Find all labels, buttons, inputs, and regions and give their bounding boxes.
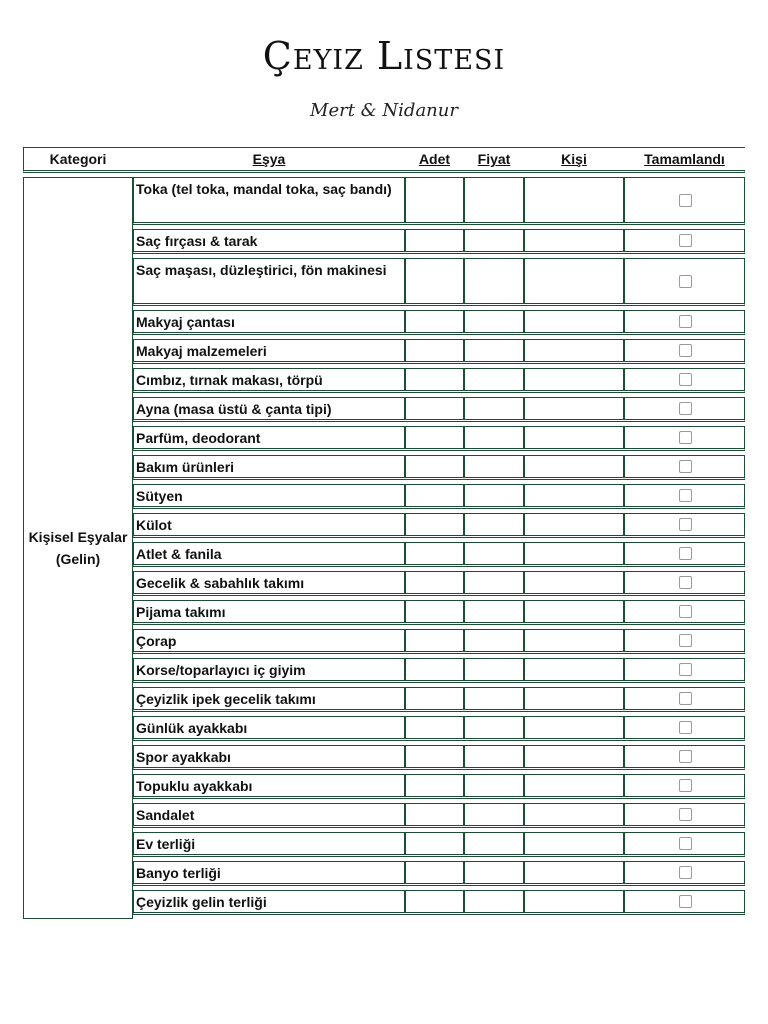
table-row xyxy=(133,368,745,393)
table-row xyxy=(133,629,745,654)
quantity-cell[interactable] xyxy=(406,369,465,390)
item-name: Spor ayakkabı xyxy=(134,746,406,767)
person-cell[interactable] xyxy=(525,804,625,825)
person-cell[interactable] xyxy=(525,311,625,332)
table-row xyxy=(133,542,745,567)
person-cell[interactable] xyxy=(525,891,625,912)
quantity-cell[interactable] xyxy=(406,717,465,738)
price-cell[interactable] xyxy=(465,630,525,651)
header-item: Eşya xyxy=(134,148,406,170)
done-cell xyxy=(625,398,746,419)
done-checkbox[interactable] xyxy=(679,808,692,821)
price-cell[interactable] xyxy=(465,891,525,912)
done-checkbox[interactable] xyxy=(679,837,692,850)
item-name: Cımbız, tırnak makası, törpü xyxy=(134,369,406,390)
person-cell[interactable] xyxy=(525,340,625,361)
table-row xyxy=(133,571,745,596)
price-cell[interactable] xyxy=(465,833,525,854)
quantity-cell[interactable] xyxy=(406,456,465,477)
person-cell[interactable] xyxy=(525,456,625,477)
header-category: Kategori xyxy=(24,148,134,170)
done-checkbox[interactable] xyxy=(679,234,692,247)
quantity-cell[interactable] xyxy=(406,398,465,419)
done-cell xyxy=(625,178,746,222)
quantity-cell[interactable] xyxy=(406,259,465,303)
done-checkbox[interactable] xyxy=(679,431,692,444)
done-checkbox[interactable] xyxy=(679,275,692,288)
price-cell[interactable] xyxy=(465,427,525,448)
done-checkbox[interactable] xyxy=(679,402,692,415)
done-checkbox[interactable] xyxy=(679,460,692,473)
quantity-cell[interactable] xyxy=(406,485,465,506)
price-cell[interactable] xyxy=(465,804,525,825)
quantity-cell[interactable] xyxy=(406,514,465,535)
person-cell[interactable] xyxy=(525,543,625,564)
done-cell xyxy=(625,456,746,477)
item-name: Külot xyxy=(134,514,406,535)
quantity-cell[interactable] xyxy=(406,833,465,854)
item-name: Atlet & fanila xyxy=(134,543,406,564)
item-name: Çorap xyxy=(134,630,406,651)
done-checkbox[interactable] xyxy=(679,194,692,207)
done-checkbox[interactable] xyxy=(679,663,692,676)
price-cell[interactable] xyxy=(465,601,525,622)
price-cell[interactable] xyxy=(465,862,525,883)
item-name: Günlük ayakkabı xyxy=(134,717,406,738)
person-cell[interactable] xyxy=(525,514,625,535)
price-cell[interactable] xyxy=(465,340,525,361)
quantity-cell[interactable] xyxy=(406,601,465,622)
quantity-cell[interactable] xyxy=(406,340,465,361)
item-name: Gecelik & sabahlık takımı xyxy=(134,572,406,593)
item-name: Korse/toparlayıcı iç giyim xyxy=(134,659,406,680)
price-cell[interactable] xyxy=(465,485,525,506)
table-row xyxy=(133,890,745,915)
done-checkbox[interactable] xyxy=(679,489,692,502)
quantity-cell[interactable] xyxy=(406,427,465,448)
done-cell xyxy=(625,804,746,825)
item-name: Çeyizlik gelin terliği xyxy=(134,891,406,912)
person-cell[interactable] xyxy=(525,485,625,506)
quantity-cell[interactable] xyxy=(406,804,465,825)
done-cell xyxy=(625,485,746,506)
table-row xyxy=(133,513,745,538)
header-price: Fiyat xyxy=(465,148,525,170)
item-name: Banyo terliği xyxy=(134,862,406,883)
item-name: Bakım ürünleri xyxy=(134,456,406,477)
quantity-cell[interactable] xyxy=(406,630,465,651)
done-checkbox[interactable] xyxy=(679,518,692,531)
done-cell xyxy=(625,259,746,303)
done-cell xyxy=(625,833,746,854)
done-checkbox[interactable] xyxy=(679,547,692,560)
quantity-cell[interactable] xyxy=(406,311,465,332)
done-checkbox[interactable] xyxy=(679,895,692,908)
done-cell xyxy=(625,427,746,448)
done-cell xyxy=(625,746,746,767)
person-cell[interactable] xyxy=(525,862,625,883)
item-name: Ayna (masa üstü & çanta tipi) xyxy=(134,398,406,419)
price-cell[interactable] xyxy=(465,178,525,222)
person-cell[interactable] xyxy=(525,572,625,593)
item-name: Saç maşası, düzleştirici, fön makinesi xyxy=(134,259,406,303)
table-row xyxy=(133,745,745,770)
quantity-cell[interactable] xyxy=(406,659,465,680)
quantity-cell[interactable] xyxy=(406,572,465,593)
table-row xyxy=(133,600,745,625)
price-cell[interactable] xyxy=(465,311,525,332)
done-cell xyxy=(625,601,746,622)
item-name: Toka (tel toka, mandal toka, saç bandı) xyxy=(134,178,406,222)
item-name: Ev terliği xyxy=(134,833,406,854)
header-quantity: Adet xyxy=(406,148,465,170)
person-cell[interactable] xyxy=(525,746,625,767)
done-checkbox[interactable] xyxy=(679,634,692,647)
person-cell[interactable] xyxy=(525,427,625,448)
item-name: Çeyizlik ipek gecelik takımı xyxy=(134,688,406,709)
table-row xyxy=(133,832,745,857)
done-cell xyxy=(625,311,746,332)
table-row xyxy=(133,861,745,886)
price-cell[interactable] xyxy=(465,688,525,709)
quantity-cell[interactable] xyxy=(406,746,465,767)
person-cell[interactable] xyxy=(525,630,625,651)
done-cell xyxy=(625,891,746,912)
header-done: Tamamlandı xyxy=(625,148,746,170)
quantity-cell[interactable] xyxy=(406,230,465,251)
table-header-row xyxy=(23,147,745,173)
done-checkbox[interactable] xyxy=(679,750,692,763)
price-cell[interactable] xyxy=(465,543,525,564)
done-checkbox[interactable] xyxy=(679,344,692,357)
person-cell[interactable] xyxy=(525,178,625,222)
done-checkbox[interactable] xyxy=(679,315,692,328)
quantity-cell[interactable] xyxy=(406,862,465,883)
done-checkbox[interactable] xyxy=(679,721,692,734)
price-cell[interactable] xyxy=(465,572,525,593)
item-name: Topuklu ayakkabı xyxy=(134,775,406,796)
done-cell xyxy=(625,369,746,390)
person-cell[interactable] xyxy=(525,601,625,622)
item-name: Pijama takımı xyxy=(134,601,406,622)
item-name: Parfüm, deodorant xyxy=(134,427,406,448)
item-name: Makyaj çantası xyxy=(134,311,406,332)
table-row xyxy=(133,426,745,451)
table-row xyxy=(133,177,745,225)
quantity-cell[interactable] xyxy=(406,891,465,912)
table-row xyxy=(133,339,745,364)
person-cell[interactable] xyxy=(525,688,625,709)
quantity-cell[interactable] xyxy=(406,178,465,222)
price-cell[interactable] xyxy=(465,369,525,390)
quantity-cell[interactable] xyxy=(406,543,465,564)
quantity-cell[interactable] xyxy=(406,688,465,709)
done-checkbox[interactable] xyxy=(679,373,692,386)
page-subtitle: Mert & Nidanur xyxy=(310,100,458,121)
person-cell[interactable] xyxy=(525,259,625,303)
category-cell: Kişisel Eşyalar (Gelin) xyxy=(23,177,133,919)
done-cell xyxy=(625,630,746,651)
header-person: Kişi xyxy=(525,148,625,170)
done-checkbox[interactable] xyxy=(679,692,692,705)
done-cell xyxy=(625,775,746,796)
checklist-table xyxy=(23,147,745,919)
table-row xyxy=(133,687,745,712)
done-cell xyxy=(625,340,746,361)
price-cell[interactable] xyxy=(465,717,525,738)
table-row xyxy=(133,397,745,422)
done-checkbox[interactable] xyxy=(679,576,692,589)
table-row xyxy=(133,658,745,683)
table-rows xyxy=(133,177,745,919)
item-name: Saç fırçası & tarak xyxy=(134,230,406,251)
done-cell xyxy=(625,230,746,251)
table-row xyxy=(133,310,745,335)
done-checkbox[interactable] xyxy=(679,779,692,792)
person-cell[interactable] xyxy=(525,775,625,796)
done-cell xyxy=(625,717,746,738)
price-cell[interactable] xyxy=(465,514,525,535)
table-row xyxy=(133,716,745,741)
done-cell xyxy=(625,572,746,593)
done-cell xyxy=(625,514,746,535)
price-cell[interactable] xyxy=(465,746,525,767)
page-title: Çeyiz Listesi xyxy=(262,34,506,78)
price-cell[interactable] xyxy=(465,259,525,303)
table-body xyxy=(23,177,745,919)
done-cell xyxy=(625,688,746,709)
done-cell xyxy=(625,543,746,564)
table-row xyxy=(133,455,745,480)
quantity-cell[interactable] xyxy=(406,775,465,796)
item-name: Makyaj malzemeleri xyxy=(134,340,406,361)
price-cell[interactable] xyxy=(465,398,525,419)
item-name: Sütyen xyxy=(134,485,406,506)
table-row xyxy=(133,803,745,828)
table-row xyxy=(133,229,745,254)
table-row xyxy=(133,258,745,306)
price-cell[interactable] xyxy=(465,230,525,251)
price-cell[interactable] xyxy=(465,456,525,477)
table-row xyxy=(133,774,745,799)
item-name: Sandalet xyxy=(134,804,406,825)
person-cell[interactable] xyxy=(525,369,625,390)
person-cell[interactable] xyxy=(525,398,625,419)
done-checkbox[interactable] xyxy=(679,866,692,879)
price-cell[interactable] xyxy=(465,659,525,680)
price-cell[interactable] xyxy=(465,775,525,796)
done-checkbox[interactable] xyxy=(679,605,692,618)
person-cell[interactable] xyxy=(525,717,625,738)
table-row xyxy=(133,484,745,509)
person-cell[interactable] xyxy=(525,659,625,680)
done-cell xyxy=(625,862,746,883)
person-cell[interactable] xyxy=(525,230,625,251)
person-cell[interactable] xyxy=(525,833,625,854)
done-cell xyxy=(625,659,746,680)
